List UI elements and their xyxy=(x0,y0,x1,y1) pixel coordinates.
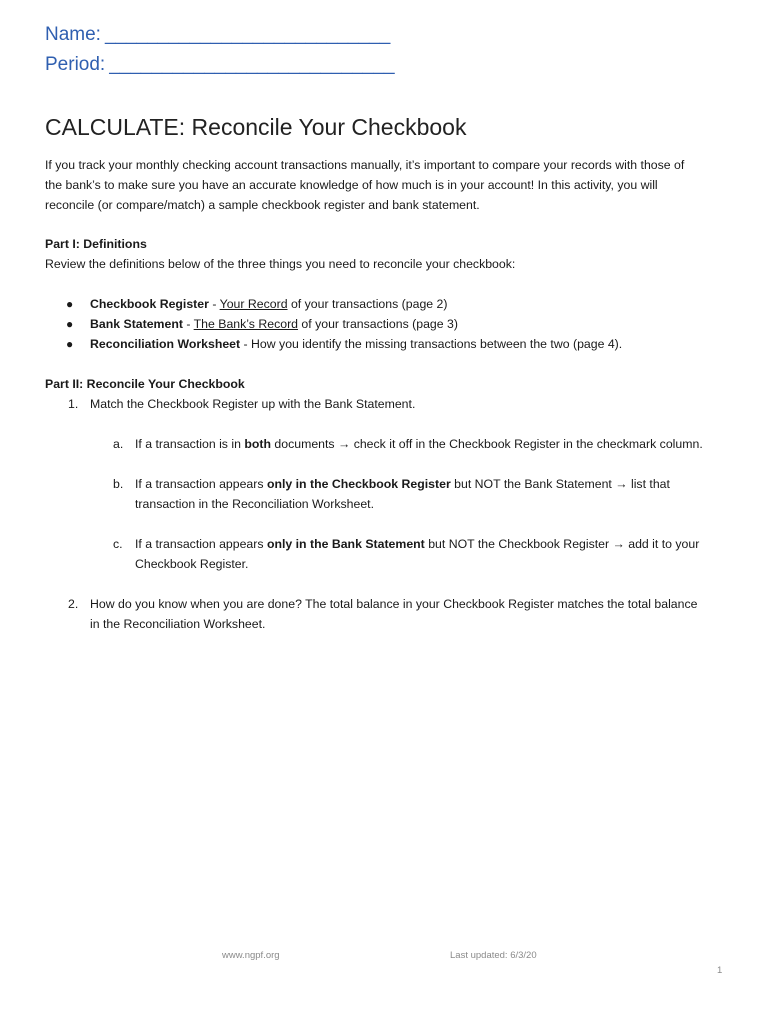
sub-a-label: a. xyxy=(113,437,124,451)
definition-item-checkbook-register: Checkbook Register - Your Record of your transactions (page 2) xyxy=(90,297,448,311)
step-2-number: 2. xyxy=(68,597,79,611)
name-label: Name: xyxy=(45,24,101,45)
part2-heading: Part II: Reconcile Your Checkbook xyxy=(45,377,245,391)
period-field-row xyxy=(45,54,395,76)
page-title: CALCULATE: Reconcile Your Checkbook xyxy=(45,114,467,140)
step-2-text-line-1: How do you know when you are done? The total balance in your Checkbook Register matches the total balance xyxy=(90,597,698,611)
definition-underline: The Bank’s Record xyxy=(193,317,299,331)
sub-b-label: b. xyxy=(113,477,124,491)
sub-c-label: c. xyxy=(113,537,123,551)
definition-term: Reconciliation Worksheet xyxy=(90,337,241,351)
definition-term: Bank Statement xyxy=(90,317,183,331)
name-field-row xyxy=(45,24,390,46)
sub-b-text-line-2: transaction in the Reconciliation Worksheet. xyxy=(135,497,375,511)
period-blank-line[interactable]: ___________________________ xyxy=(109,54,395,75)
sub-c-text: If a transaction appears only in the Bank Statement but NOT the Checkbook Register → add it to your xyxy=(135,537,700,551)
intro-line-1: If you track your monthly checking account transactions manually, it’s important to compare your records with those of xyxy=(45,158,685,172)
sub-c-text-line-2: Checkbook Register. xyxy=(135,557,249,571)
step-1-text: Match the Checkbook Register up with the Bank Statement. xyxy=(90,397,416,411)
bullet-dot-icon: ● xyxy=(66,297,74,311)
definition-item-reconciliation-worksheet: Reconciliation Worksheet - How you identify the missing transactions between the two (page 4). xyxy=(90,337,623,351)
name-blank-line[interactable]: ___________________________ xyxy=(104,24,391,45)
page-number: 1 xyxy=(717,965,723,976)
part1-subheading: Review the definitions below of the three things you need to reconcile your checkbook: xyxy=(45,257,516,271)
intro-line-2: the bank’s to make sure you have an accurate knowledge of how much is in your account! In this activity, you will xyxy=(45,178,658,192)
footer-last-updated: Last updated: 6/3/20 xyxy=(450,950,537,961)
period-label: Period: xyxy=(45,54,106,75)
step-2-text-line-2: in the Reconciliation Worksheet. xyxy=(90,617,266,631)
definition-term: Checkbook Register xyxy=(90,297,209,311)
definition-item-bank-statement: Bank Statement - The Bank’s Record of your transactions (page 3) xyxy=(90,317,458,331)
footer-website-link[interactable]: www.ngpf.org xyxy=(222,950,280,961)
step-1-number: 1. xyxy=(68,397,79,411)
sub-a-text: If a transaction is in both documents → check it off in the Checkbook Register in the checkmark column. xyxy=(135,437,703,451)
definition-underline: Your Record xyxy=(219,297,288,311)
sub-b-text: If a transaction appears only in the Checkbook Register but NOT the Bank Statement → list that xyxy=(135,477,670,491)
bullet-dot-icon: ● xyxy=(66,337,74,351)
part1-heading: Part I: Definitions xyxy=(45,237,147,251)
bullet-dot-icon: ● xyxy=(66,317,74,331)
intro-line-3: reconcile (or compare/match) a sample checkbook register and bank statement. xyxy=(45,198,480,212)
